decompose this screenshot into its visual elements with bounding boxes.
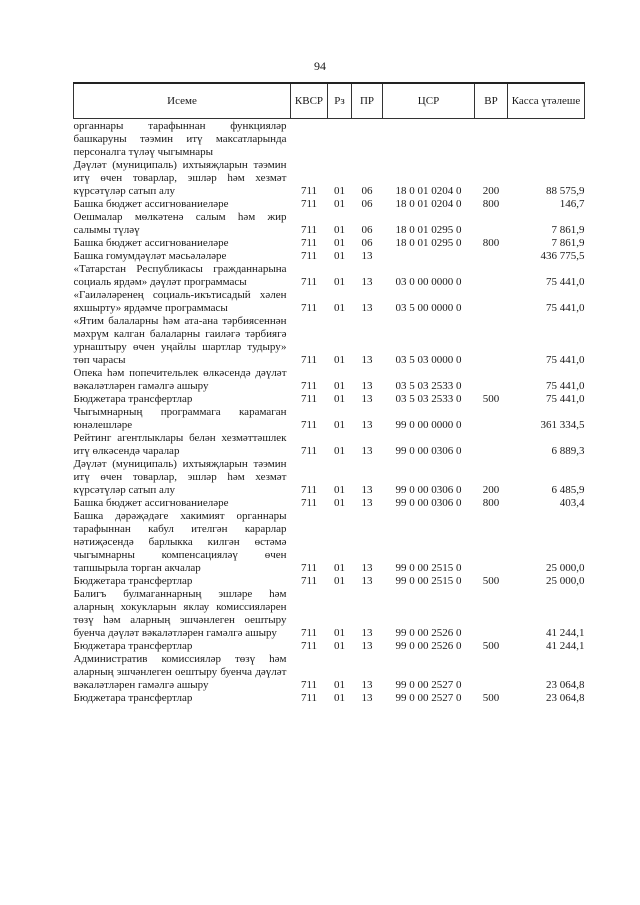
cell-amount: 75 441,0	[546, 302, 585, 314]
cell-csr	[383, 119, 475, 160]
cell-csr: 99 0 00 2526 0	[395, 640, 462, 652]
cell-csr: 18 0 01 0295 0	[395, 237, 462, 249]
cell-rz: 01	[334, 185, 345, 197]
cell-pr: 13	[361, 562, 373, 574]
table-row	[74, 432, 585, 458]
cell-csr	[383, 250, 475, 263]
cell-name: «Гаиләләренең социаль-икътисадый хәлен яхшырту» ярдәмче программасы	[73, 289, 287, 314]
cell-name: Административ комиссияләр төзү һәм аларның эшчәнлеген оештыру буенча дәүләт вәкаләтләрен гамәлгә ашыру	[73, 653, 287, 691]
cell-name: «Ятим балаларны һәм ата-ана тәрбиясеннән мәхрүм калган балаларны гаиләгә тәрбиягә урнаштыру өчен уңайлы шартлар тудыру» төп чарасы	[73, 315, 287, 366]
cell-kvsr: 711	[300, 445, 318, 457]
cell-pr: 13	[361, 640, 373, 652]
table-row	[74, 263, 585, 289]
cell-rz: 01	[334, 302, 345, 314]
cell-name: органнары тарафыннан функцияләр башкаруны тәэмин итү максатларында персоналга түләү чыгымнары	[73, 120, 287, 158]
header-name: Исеме	[74, 83, 291, 119]
table-row	[74, 510, 585, 575]
cell-name: Бюджетара трансфертлар	[73, 640, 193, 652]
cell-amount: 361 334,5	[540, 419, 585, 431]
cell-rz: 01	[334, 354, 345, 366]
cell-pr: 06	[361, 224, 373, 236]
cell-vr: 500	[482, 393, 500, 405]
table-row	[74, 640, 585, 653]
cell-vr: 500	[482, 692, 500, 704]
cell-kvsr: 711	[300, 692, 318, 704]
cell-kvsr: 711	[300, 419, 318, 431]
header-rz: Рз	[328, 83, 352, 119]
cell-vr	[475, 289, 508, 315]
cell-rz: 01	[334, 575, 345, 587]
cell-vr	[475, 119, 508, 160]
cell-kvsr: 711	[300, 354, 318, 366]
cell-pr: 13	[361, 250, 373, 262]
cell-kvsr: 711	[300, 198, 318, 210]
cell-name: «Татарстан Республикасы гражданнарына социаль ярдәм» дәүләт программасы	[73, 263, 287, 288]
cell-kvsr: 711	[300, 679, 318, 691]
cell-rz: 01	[334, 380, 345, 392]
cell-pr: 13	[361, 302, 373, 314]
cell-pr: 06	[361, 185, 373, 197]
table-row	[74, 575, 585, 588]
cell-pr: 13	[361, 445, 373, 457]
table-row	[74, 692, 585, 705]
cell-csr: 99 0 00 2527 0	[395, 692, 462, 704]
cell-amount: 75 441,0	[546, 380, 585, 392]
cell-csr: 03 5 00 0000 0	[395, 302, 462, 314]
cell-amount: 75 441,0	[546, 393, 585, 405]
cell-vr	[475, 432, 508, 458]
cell-vr	[475, 653, 508, 692]
table-row	[74, 159, 585, 198]
cell-pr: 13	[361, 679, 373, 691]
cell-pr: 13	[361, 692, 373, 704]
cell-kvsr: 711	[300, 640, 318, 652]
table-header	[74, 83, 585, 119]
cell-pr: 06	[361, 198, 373, 210]
cell-csr: 99 0 00 2526 0	[395, 627, 462, 639]
cell-name: Бюджетара трансфертлар	[73, 575, 193, 587]
cell-csr: 03 5 03 0000 0	[395, 354, 462, 366]
table-row	[74, 458, 585, 497]
cell-rz: 01	[334, 198, 345, 210]
cell-pr: 13	[361, 484, 373, 496]
table-row	[74, 367, 585, 393]
cell-kvsr: 711	[300, 185, 318, 197]
budget-table	[73, 82, 585, 705]
cell-csr: 99 0 00 0000 0	[395, 419, 462, 431]
cell-csr: 18 0 01 0204 0	[395, 185, 462, 197]
cell-vr: 500	[482, 640, 500, 652]
cell-name: Башка бюджет ассигнованиеләре	[73, 198, 229, 210]
page-number: 94	[314, 59, 326, 73]
header-amount: Касса үтәлеше	[508, 83, 585, 119]
cell-csr: 99 0 00 0306 0	[395, 497, 462, 509]
cell-kvsr: 711	[300, 224, 318, 236]
cell-csr: 99 0 00 0306 0	[395, 484, 462, 496]
cell-rz: 01	[334, 562, 345, 574]
cell-amount: 146,7	[559, 198, 585, 210]
cell-vr: 200	[482, 185, 500, 197]
cell-name: Бюджетара трансфертлар	[73, 692, 193, 704]
cell-amount: 88 575,9	[546, 185, 585, 197]
table-row	[74, 315, 585, 367]
cell-csr: 99 0 00 2515 0	[395, 575, 462, 587]
cell-kvsr: 711	[300, 575, 318, 587]
cell-vr	[475, 367, 508, 393]
cell-kvsr: 711	[300, 237, 318, 249]
header-vr: ВР	[475, 83, 508, 119]
cell-vr	[475, 588, 508, 640]
cell-vr: 500	[482, 575, 500, 587]
cell-name: Башка гомумдәүләт мәсьәләләре	[73, 250, 227, 262]
cell-amount: 25 000,0	[546, 575, 585, 587]
cell-amount: 23 064,8	[546, 679, 585, 691]
cell-kvsr	[291, 119, 328, 160]
cell-pr: 06	[361, 237, 373, 249]
cell-name: Башка бюджет ассигнованиеләре	[73, 497, 229, 509]
cell-kvsr: 711	[300, 302, 318, 314]
table-body	[74, 119, 585, 706]
cell-kvsr: 711	[300, 562, 318, 574]
cell-name: Башка бюджет ассигнованиеләре	[73, 237, 229, 249]
cell-name: Чыгымнарның программага карамаган юнәлешләре	[73, 406, 287, 431]
cell-amount: 436 775,5	[540, 250, 585, 262]
cell-name: Дәүләт (муниципаль) ихтыяҗларын тәэмин итү өчен товарлар, эшләр һәм хезмәт күрсәтүләр сатып алу	[73, 458, 287, 496]
cell-rz: 01	[334, 640, 345, 652]
cell-vr	[475, 406, 508, 432]
cell-rz: 01	[334, 497, 345, 509]
table-row	[74, 211, 585, 237]
cell-rz: 01	[334, 692, 345, 704]
cell-vr: 800	[482, 497, 500, 509]
cell-name: Оешмалар мөлкәтенә салым һәм жир салымы түләү	[73, 211, 287, 236]
table-row	[74, 497, 585, 510]
cell-kvsr: 711	[300, 497, 318, 509]
cell-csr: 03 5 03 2533 0	[395, 393, 462, 405]
cell-pr: 13	[361, 575, 373, 587]
cell-pr: 13	[361, 497, 373, 509]
header-csr: ЦСР	[383, 83, 475, 119]
cell-vr	[475, 315, 508, 367]
cell-amount: 25 000,0	[546, 562, 585, 574]
cell-rz: 01	[334, 393, 345, 405]
cell-name: Бюджетара трансфертлар	[73, 393, 193, 405]
header-kvsr: КВСР	[291, 83, 328, 119]
cell-amount: 6 485,9	[551, 484, 585, 496]
cell-pr	[352, 119, 383, 160]
cell-name: Дәүләт (муниципаль) ихтыяҗларын тәэмин итү өчен товарлар, эшләр һәм хезмәт күрсәтүләр сатып алу	[73, 159, 287, 197]
cell-kvsr: 711	[300, 380, 318, 392]
cell-rz: 01	[334, 419, 345, 431]
table-row	[74, 237, 585, 250]
cell-csr: 99 0 00 2515 0	[395, 562, 462, 574]
cell-amount: 403,4	[559, 497, 585, 509]
cell-csr: 18 0 01 0295 0	[395, 224, 462, 236]
cell-pr: 13	[361, 419, 373, 431]
cell-rz: 01	[334, 679, 345, 691]
cell-vr	[475, 250, 508, 263]
cell-amount: 41 244,1	[546, 627, 585, 639]
cell-kvsr: 711	[300, 393, 318, 405]
cell-name: Балигъ булмаганнарның эшләре һәм аларның хокукларын яклау комиссияләрен төзү һәм аларның эшчәнлеген оештыру буенча дәүләт вәкаләтләрен гамәлгә ашыру	[73, 588, 287, 639]
cell-rz: 01	[334, 484, 345, 496]
cell-csr: 99 0 00 2527 0	[395, 679, 462, 691]
cell-csr: 99 0 00 0306 0	[395, 445, 462, 457]
cell-name: Рейтинг агентлыклары белән хезмәттәшлек итү өлкәсендә чаралар	[73, 432, 287, 457]
cell-vr	[475, 510, 508, 575]
cell-amount: 75 441,0	[546, 354, 585, 366]
cell-vr	[475, 211, 508, 237]
cell-name: Башка дәрәҗәдәге хакимият органнары тарафыннан кабул ителгән карарлар нәтиҗәсендә барлыкка килгән өстәмә чыгымнарны компенсацияләү өчен тапшырыла торган акчалар	[73, 510, 287, 574]
table-row	[74, 198, 585, 211]
cell-csr: 03 0 00 0000 0	[395, 276, 462, 288]
cell-pr: 13	[361, 393, 373, 405]
cell-amount: 7 861,9	[551, 224, 585, 236]
table-row	[74, 119, 585, 160]
cell-vr: 200	[482, 484, 500, 496]
table-row	[74, 653, 585, 692]
cell-amount	[508, 119, 585, 160]
cell-csr: 18 0 01 0204 0	[395, 198, 462, 210]
table-row	[74, 588, 585, 640]
cell-vr: 800	[482, 237, 500, 249]
cell-rz: 01	[334, 224, 345, 236]
cell-rz	[328, 119, 352, 160]
cell-amount: 23 064,8	[546, 692, 585, 704]
cell-vr: 800	[482, 198, 500, 210]
table-row	[74, 250, 585, 263]
cell-name: Опека һәм попечительлек өлкәсендә дәүләт вәкаләтләрен гамәлгә ашыру	[73, 367, 287, 392]
cell-amount: 6 889,3	[551, 445, 585, 457]
table-row	[74, 406, 585, 432]
cell-amount: 7 861,9	[551, 237, 585, 249]
cell-rz: 01	[334, 445, 345, 457]
cell-kvsr: 711	[300, 627, 318, 639]
header-pr: ПР	[352, 83, 383, 119]
table-row	[74, 289, 585, 315]
cell-amount: 75 441,0	[546, 276, 585, 288]
cell-rz: 01	[334, 276, 345, 288]
cell-kvsr: 711	[300, 276, 318, 288]
cell-kvsr: 711	[300, 250, 318, 262]
cell-vr	[475, 263, 508, 289]
cell-kvsr: 711	[300, 484, 318, 496]
cell-pr: 13	[361, 354, 373, 366]
cell-pr: 13	[361, 627, 373, 639]
cell-rz: 01	[334, 237, 345, 249]
cell-csr: 03 5 03 2533 0	[395, 380, 462, 392]
cell-rz: 01	[334, 627, 345, 639]
cell-pr: 13	[361, 380, 373, 392]
cell-rz: 01	[334, 250, 345, 262]
cell-pr: 13	[361, 276, 373, 288]
cell-amount: 41 244,1	[546, 640, 585, 652]
table-row	[74, 393, 585, 406]
